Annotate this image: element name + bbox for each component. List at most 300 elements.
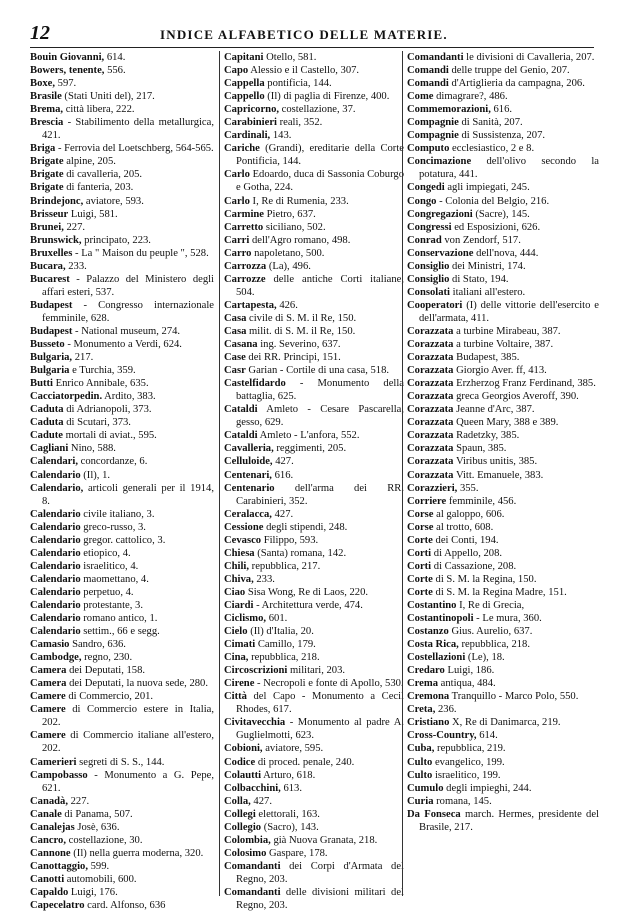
entry-reference: mortali di aviat., 595. <box>62 430 157 442</box>
index-entry <box>30 508 214 521</box>
index-entry <box>407 651 599 664</box>
entry-term: Comandi <box>407 65 449 77</box>
entry-term: Come <box>407 91 434 103</box>
entry-reference: Jeanne d'Arc, 387. <box>453 404 535 416</box>
index-entry <box>407 77 599 90</box>
index-entry <box>30 338 214 351</box>
page-header <box>30 22 600 46</box>
entry-reference: siciliano, 502. <box>263 221 326 233</box>
index-entry <box>30 729 214 755</box>
entry-reference: repubblica, 218. <box>458 639 530 651</box>
entry-reference: (I) delle vittorie dell'esercito e dell'armata, 411. <box>419 299 599 324</box>
entry-reference: Spaun, 385. <box>453 443 507 455</box>
index-entry <box>224 716 404 742</box>
entry-reference: 616. <box>271 469 294 481</box>
entry-term: Circoscrizioni <box>224 665 288 677</box>
index-entry <box>30 847 214 860</box>
entry-term: Camerieri <box>30 756 77 768</box>
index-entry <box>407 495 599 508</box>
entry-term: Comandanti <box>224 887 281 898</box>
index-entry <box>407 756 599 769</box>
index-entry <box>30 664 214 677</box>
entry-reference: regno, 230. <box>81 652 133 664</box>
index-entry <box>30 821 214 834</box>
entry-term: Calendario <box>30 469 81 481</box>
index-entry <box>30 351 214 364</box>
index-entry <box>30 155 214 168</box>
entry-term: Carro <box>224 247 252 259</box>
entry-term: Compagnie <box>407 130 459 142</box>
entry-term: Creta, <box>407 704 436 716</box>
entry-reference: pontificia, 144. <box>264 78 332 90</box>
entry-term: Cumulo <box>407 782 444 794</box>
entry-term: Collegio <box>224 821 262 833</box>
index-entry <box>224 860 404 886</box>
index-entry <box>30 429 214 442</box>
entry-term: Colla, <box>224 795 251 807</box>
index-entry <box>30 325 214 338</box>
entry-term: Centenario <box>224 482 275 494</box>
entry-reference: 599. <box>87 860 110 872</box>
entry-term: Conservazione <box>407 247 474 259</box>
entry-reference: ing. Severino, 637. <box>257 339 341 351</box>
entry-term: Bowers, tenente, <box>30 65 105 77</box>
index-entry <box>30 455 214 468</box>
index-entry <box>224 116 404 129</box>
index-entry <box>224 573 404 586</box>
entry-term: Budapest <box>30 325 73 337</box>
entry-reference: al galoppo, 606. <box>433 508 505 520</box>
entry-reference: dei Deputati, la nuova sede, 280. <box>66 678 208 690</box>
entry-reference: Pietro, 637. <box>264 208 316 220</box>
index-entry <box>224 586 404 599</box>
index-entry <box>407 286 599 299</box>
entry-term: Carrozze <box>224 273 266 285</box>
index-entry <box>407 416 599 429</box>
entry-term: Costantinopoli <box>407 613 474 625</box>
index-entry <box>30 573 214 586</box>
index-entry <box>407 234 599 247</box>
entry-term: Colautti <box>224 769 262 781</box>
entry-reference: ed Esposizioni, 626. <box>451 221 541 233</box>
index-entry <box>407 208 599 221</box>
entry-term: Calendario <box>30 547 81 559</box>
entry-reference: israelitico, 199. <box>432 769 501 781</box>
entry-reference: - Palazzo del Ministero degli affari esteri, 537. <box>42 273 214 298</box>
entry-reference: a turbine Voltaire, 387. <box>453 339 554 351</box>
index-entry <box>30 364 214 377</box>
entry-term: Canalejas <box>30 821 75 833</box>
entry-reference: femminile, 456. <box>446 495 517 507</box>
entry-term: Comandanti <box>407 52 464 63</box>
entry-term: Calendario <box>30 599 81 611</box>
entry-term: Cannone <box>30 847 71 859</box>
entry-reference: alpine, 205. <box>63 156 116 168</box>
entry-term: Brisseur <box>30 208 69 220</box>
entry-term: Calendario <box>30 560 81 572</box>
entry-term: Comandanti <box>224 860 281 872</box>
entry-term: Camera <box>30 678 67 690</box>
index-entry <box>224 312 404 325</box>
entry-reference: reggimenti, 205. <box>273 443 347 455</box>
index-entry <box>407 325 599 338</box>
index-entry <box>224 677 404 690</box>
index-entry <box>224 664 404 677</box>
index-entry <box>224 808 404 821</box>
index-entry <box>407 782 599 795</box>
entry-reference: 143. <box>270 130 292 142</box>
entry-term: Casr <box>224 365 246 377</box>
entry-reference: già Nuova Granata, 218. <box>270 834 378 846</box>
index-entry <box>30 416 214 429</box>
entry-reference: dell'Agro romano, 498. <box>249 234 351 246</box>
entry-reference: costellazione, 30. <box>66 834 143 846</box>
index-entry <box>407 142 599 155</box>
entry-term: Bucarest <box>30 273 70 285</box>
entry-term: Cross-Country, <box>407 730 477 742</box>
index-entry <box>30 377 214 390</box>
index-entry <box>224 103 404 116</box>
entry-reference: di Stato, 194. <box>449 273 509 285</box>
entry-reference: greco-russo, 3. <box>80 521 146 533</box>
index-entry <box>407 221 599 234</box>
entry-term: Briga <box>30 143 56 155</box>
index-entry <box>407 808 599 834</box>
entry-reference: dei Ministri, 174. <box>449 260 526 272</box>
index-entry <box>407 90 599 103</box>
entry-term: Corazzieri, <box>407 482 458 494</box>
entry-term: Cagliani <box>30 443 69 455</box>
entry-term: Congregazioni <box>407 208 473 220</box>
index-entry <box>407 247 599 260</box>
entry-term: Calendario <box>30 586 81 598</box>
entry-reference: etiopico, 4. <box>80 547 131 559</box>
entry-term: Carmine <box>224 208 265 220</box>
index-entry <box>30 299 214 325</box>
entry-term: Cadute <box>30 430 63 442</box>
entry-term: Capaldo <box>30 887 69 898</box>
index-entry <box>30 469 214 482</box>
entry-reference: Enrico Annibale, 635. <box>52 378 149 390</box>
entry-term: Compagnie <box>407 117 459 129</box>
entry-reference: automobili, 600. <box>64 873 137 885</box>
entry-reference: repubblica, 217. <box>249 560 321 572</box>
entry-term: Brema, <box>30 104 64 116</box>
entry-reference: dei Deputati, 158. <box>66 665 146 677</box>
index-entry <box>30 247 214 260</box>
entry-term: Concimazione <box>407 156 472 168</box>
entry-term: Capricorno, <box>224 104 280 116</box>
entry-reference: di Appello, 208. <box>431 547 503 559</box>
entry-term: Calendario <box>30 521 81 533</box>
entry-reference: - National museum, 274. <box>72 325 181 337</box>
entry-term: Carri <box>224 234 250 246</box>
entry-term: Cina, <box>224 652 249 664</box>
index-entry <box>224 299 404 312</box>
entry-reference: (Le), 18. <box>465 652 505 664</box>
index-entry <box>30 690 214 703</box>
entry-term: Brescia <box>30 117 64 129</box>
entry-term: Corazzata <box>407 391 454 403</box>
entry-reference: Radetzky, 385. <box>453 430 520 442</box>
entry-reference: delle antiche Corti italiane, 504. <box>236 273 404 298</box>
entry-reference: civile di S. M. il Re, 150. <box>246 312 357 324</box>
entry-term: Caduta <box>30 417 64 429</box>
entry-term: Cartapesta, <box>224 299 277 311</box>
entry-term: Colombia, <box>224 834 271 846</box>
entry-reference: aviatore, 595. <box>262 743 324 755</box>
entry-reference: di Cassazione, 208. <box>431 560 517 572</box>
index-entry <box>30 886 214 899</box>
entry-term: Corazzata <box>407 404 454 416</box>
index-entry <box>30 808 214 821</box>
index-entry <box>407 116 599 129</box>
index-entry <box>224 325 404 338</box>
entry-reference: Gaspare, 178. <box>266 847 328 859</box>
index-entry <box>224 469 404 482</box>
entry-term: Cevasco <box>224 534 262 546</box>
entry-reference: - Colonia del Belgio, 216. <box>436 195 550 207</box>
index-entry <box>30 195 214 208</box>
index-entry <box>224 273 404 299</box>
entry-reference: - Monumento della battaglia, 625. <box>236 378 404 403</box>
entry-reference: Ardito, 383. <box>102 391 156 403</box>
entry-term: Brasile <box>30 91 62 103</box>
entry-term: Commemorazioni, <box>407 104 491 116</box>
entry-term: Congedi <box>407 182 445 194</box>
index-entry <box>407 442 599 455</box>
entry-reference: e Turchia, 359. <box>69 365 136 377</box>
entry-term: Carabinieri <box>224 117 277 129</box>
entry-term: Civitavecchia <box>224 717 286 729</box>
index-entry <box>30 873 214 886</box>
index-entry <box>407 377 599 390</box>
entry-term: Bouin Giovanni, <box>30 52 105 63</box>
index-entry <box>224 221 404 234</box>
index-entry <box>30 221 214 234</box>
entry-term: Casa <box>224 312 247 324</box>
entry-term: Brunswick, <box>30 234 82 246</box>
entry-reference: reali, 352. <box>276 117 323 129</box>
entry-reference: - Monumento al padre A. Guglielmotti, 623. <box>236 717 404 742</box>
index-entry <box>30 273 214 299</box>
entry-term: Corse <box>407 521 434 533</box>
entry-reference: di Panama, 507. <box>61 808 133 820</box>
index-entry <box>224 547 404 560</box>
index-entry <box>30 586 214 599</box>
entry-reference: (Sacre), 145. <box>472 208 530 220</box>
entry-reference: 426. <box>276 299 298 311</box>
entry-reference: march. Hermes, presidente del Brasile, 217. <box>419 808 599 833</box>
entry-reference: di Commercio estere in Italia, 202. <box>42 704 214 729</box>
entry-term: Cardinali, <box>224 130 271 142</box>
index-entry <box>224 651 404 664</box>
entry-reference: card. Alfonso, 636 <box>84 900 166 912</box>
index-entry <box>407 612 599 625</box>
index-entry <box>407 403 599 416</box>
entry-reference: Tranquillo - Marco Polo, 550. <box>449 691 579 703</box>
entry-reference: aviatore, 593. <box>83 195 144 207</box>
index-entry <box>30 769 214 795</box>
entry-reference: - Architettura verde, 474. <box>253 599 363 611</box>
entry-reference: maomettano, 4. <box>80 573 149 585</box>
index-entry <box>30 208 214 221</box>
entry-reference: Viribus unitis, 385. <box>453 456 538 468</box>
entry-reference: 217. <box>72 352 94 364</box>
entry-reference: di Scutari, 373. <box>63 417 131 429</box>
index-entry <box>224 886 404 912</box>
index-column-2 <box>219 51 404 912</box>
index-entry <box>224 51 404 64</box>
entry-reference: Sandro, 636. <box>69 639 126 651</box>
index-entry <box>407 51 599 64</box>
entry-term: Calendario <box>30 626 81 638</box>
entry-reference: degli impieghi, 244. <box>443 782 532 794</box>
entry-term: Corazzata <box>407 456 454 468</box>
entry-reference: Luigi, 186. <box>444 665 495 677</box>
index-entry <box>224 508 404 521</box>
entry-reference: von Zendorf, 517. <box>441 234 521 246</box>
entry-reference: napoletano, 500. <box>251 247 325 259</box>
entry-reference: - Necropoli e fonte di Apollo, 530. <box>254 678 404 690</box>
index-entry <box>407 103 599 116</box>
index-entry <box>30 442 214 455</box>
index-entry <box>30 534 214 547</box>
entry-reference: Gius. Aurelio, 637. <box>448 626 533 638</box>
entry-reference: 556. <box>104 65 126 77</box>
entry-reference: repubblica, 219. <box>434 743 506 755</box>
entry-reference: dimagrare?, 486. <box>433 91 508 103</box>
index-entry <box>407 625 599 638</box>
entry-reference: romana, 145. <box>433 795 492 807</box>
index-entry <box>407 677 599 690</box>
index-entry <box>407 664 599 677</box>
index-entry <box>407 482 599 495</box>
page-number: 12 <box>30 22 50 44</box>
index-entry <box>30 142 214 155</box>
entry-term: Chiesa <box>224 547 255 559</box>
entry-term: Brunei, <box>30 221 64 233</box>
index-entry <box>407 64 599 77</box>
index-entry <box>30 547 214 560</box>
index-entry <box>407 273 599 286</box>
entry-term: Camere <box>30 691 66 703</box>
entry-term: Comandi <box>407 78 449 90</box>
entry-reference: 236. <box>435 704 457 716</box>
entry-term: Busseto <box>30 339 65 351</box>
entry-term: Curia <box>407 795 434 807</box>
entry-reference: (Il) d'Italia, 20. <box>247 626 314 638</box>
entry-term: Boxe, <box>30 78 56 90</box>
index-entry <box>407 534 599 547</box>
index-entry <box>224 142 404 168</box>
entry-term: Corazzata <box>407 443 454 455</box>
entry-reference: 614. <box>476 730 498 742</box>
index-entry <box>224 521 404 534</box>
entry-term: Calendario <box>30 534 81 546</box>
index-entry <box>224 208 404 221</box>
entry-term: Cessione <box>224 521 264 533</box>
entry-term: Cimati <box>224 639 256 651</box>
entry-term: Da Fonseca <box>407 808 461 820</box>
index-entry <box>224 534 404 547</box>
entry-term: Canottaggio, <box>30 860 88 872</box>
index-entry <box>224 742 404 755</box>
index-entry <box>30 703 214 729</box>
entry-reference: 227. <box>63 221 86 233</box>
index-entry <box>407 573 599 586</box>
entry-term: Cobioni, <box>224 743 263 755</box>
index-entry <box>407 638 599 651</box>
entry-term: Brigate <box>30 156 64 168</box>
index-entry <box>407 703 599 716</box>
index-entry <box>224 782 404 795</box>
entry-reference: dell'olivo secondo la potatura, 441. <box>419 156 599 181</box>
entry-reference: dell'arma dei RR. Carabinieri, 352. <box>236 482 404 507</box>
index-entry <box>224 690 404 716</box>
entry-term: Brigate <box>30 169 64 181</box>
index-entry <box>30 860 214 873</box>
index-entry <box>30 612 214 625</box>
entry-reference: segreti di S. S., 144. <box>76 756 165 768</box>
index-entry <box>224 260 404 273</box>
entry-term: Chili, <box>224 560 250 572</box>
entry-reference: Sisa Wong, Re di Laos, 220. <box>245 586 369 598</box>
index-entry <box>224 77 404 90</box>
entry-term: Cambodge, <box>30 652 82 664</box>
entry-reference: di cavalleria, 205. <box>63 169 143 181</box>
index-entry <box>407 260 599 273</box>
entry-reference: (Santa) romana, 142. <box>254 547 347 559</box>
entry-reference: I, Re di Rumenia, 233. <box>249 195 349 207</box>
entry-term: Calendario <box>30 613 81 625</box>
entry-reference: X, Re di Danimarca, 219. <box>449 717 561 729</box>
index-entry <box>30 403 214 416</box>
index-entry <box>407 716 599 729</box>
entry-reference: Erzherzog Franz Ferdinand, 385. <box>453 378 596 390</box>
entry-reference: Garian - Cortile di una casa, 518. <box>245 365 390 377</box>
index-entry <box>30 756 214 769</box>
index-entry <box>224 234 404 247</box>
entry-term: Corazzata <box>407 325 454 337</box>
entry-reference: 233. <box>253 573 275 585</box>
entry-term: Cristiano <box>407 717 450 729</box>
index-entry <box>224 247 404 260</box>
entry-reference: Vitt. Emanuele, 383. <box>453 469 544 481</box>
index-entry <box>30 677 214 690</box>
entry-reference: al trotto, 608. <box>433 521 494 533</box>
entry-reference: articoli generali per il 1914, 8. <box>42 482 214 507</box>
entry-term: Campobasso <box>30 769 88 781</box>
index-entry <box>224 129 404 142</box>
index-entry <box>30 899 214 912</box>
index-entry <box>407 155 599 181</box>
entry-reference: (Il) nella guerra moderna, 320. <box>70 847 204 859</box>
entry-reference: di Commercio italiane all'estero, 202. <box>42 730 214 755</box>
entry-term: Casana <box>224 339 258 351</box>
entry-reference: 227. <box>67 795 90 807</box>
index-entry <box>224 638 404 651</box>
index-entry <box>30 168 214 181</box>
entry-reference: greca Georgios Averoff, 390. <box>453 391 579 403</box>
index-entry <box>224 195 404 208</box>
entry-reference: 427. <box>272 456 294 468</box>
entry-term: Carlo <box>224 169 250 181</box>
index-entry <box>224 403 404 429</box>
index-entry <box>407 508 599 521</box>
entry-term: Castelfidardo <box>224 378 286 390</box>
entry-term: Culto <box>407 769 433 781</box>
